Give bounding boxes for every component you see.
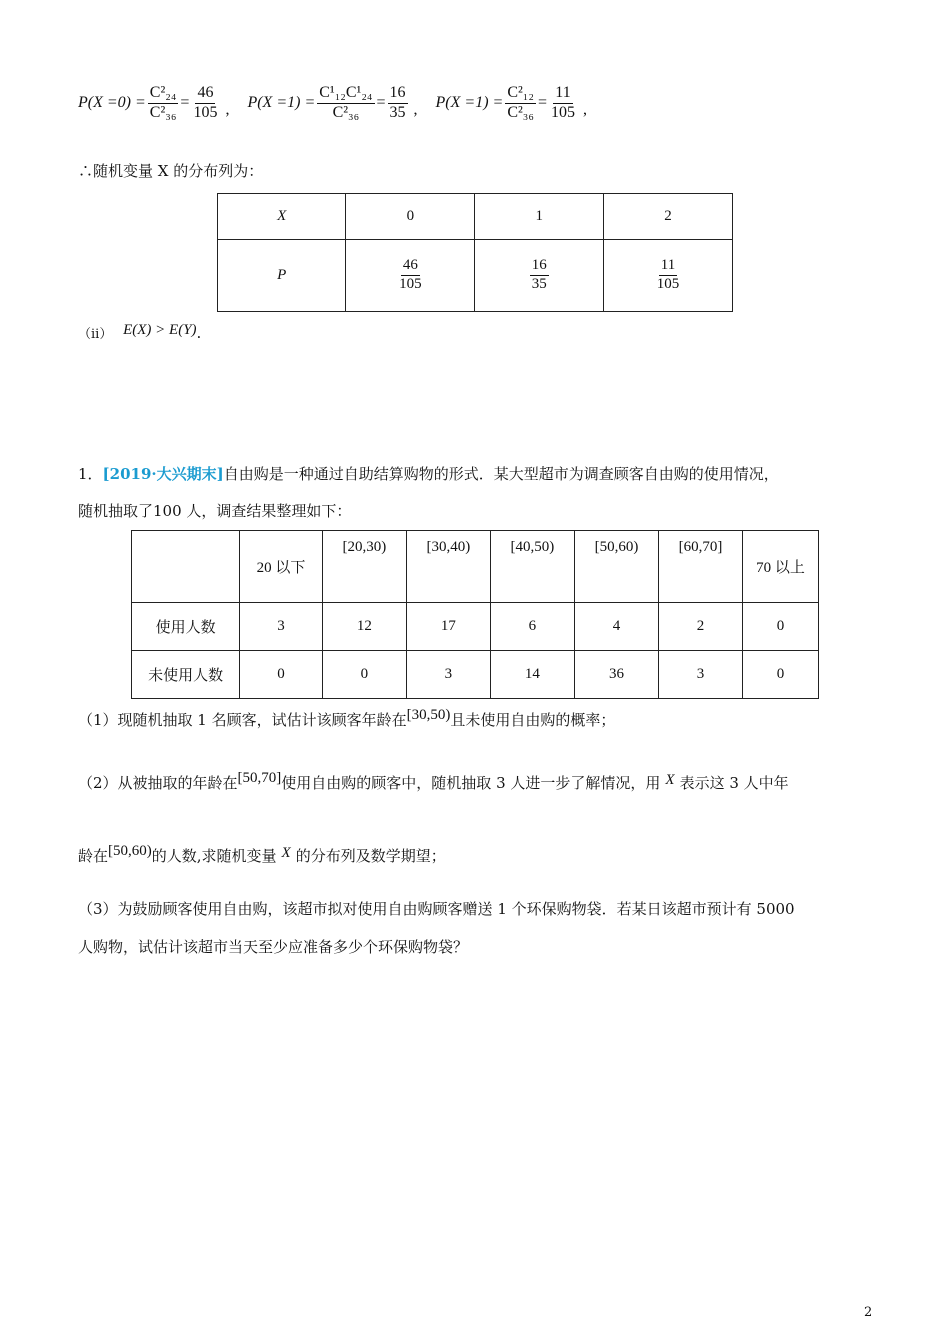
survey-cell: 3 (658, 651, 742, 699)
survey-header: 70 以上 (743, 531, 819, 603)
p0-value: $\frac{46}{105}$ (193, 83, 218, 121)
survey-header: [20,30) (322, 531, 406, 603)
p2-value: $\frac{11}{105}$ (550, 83, 575, 121)
p0-lhs: P(X =0) = (78, 94, 146, 111)
survey-header: 20 以下 (240, 531, 323, 603)
survey-cell: 17 (406, 603, 490, 651)
survey-cell: 未使用人数 (132, 651, 240, 699)
survey-cell: 使用人数 (132, 603, 240, 651)
survey-cell: 3 (240, 603, 323, 651)
dist-cell: $\frac{46}{105}$ (346, 240, 475, 312)
dist-cell: P (218, 240, 346, 312)
survey-header: [40,50) (490, 531, 574, 603)
dist-cell: 2 (604, 194, 733, 240)
survey-cell: 0 (322, 651, 406, 699)
survey-cell: 2 (658, 603, 742, 651)
p2-comb-frac: $\frac{\text{C²₁₂}}{\text{C²₃₆}}$ (507, 83, 534, 121)
page-number: 2 (864, 1305, 873, 1320)
dist-cell: X (218, 194, 346, 240)
survey-header: [60,70] (658, 531, 742, 603)
distribution-intro: ∴随机变量 X 的分布列为： (78, 162, 264, 180)
survey-table (131, 530, 819, 699)
question-2-line-1: （2）从被抽取的年龄在[50,70]使用自由购的顾客中，随机抽取 3 人进一步了解情况，用 X 表示这 3 人中年 (78, 770, 789, 792)
p1-comb-frac: $\frac{\text{C¹₁₂C¹₂₄}}{\text{C²₃₆}}$ (319, 83, 373, 121)
dist-cell: $\frac{16}{35}$ (475, 240, 604, 312)
formula-line: P(X =0) = $\frac{\text{C²₂₄}}{\text{C²₃₆}}$ = $\frac{46}{105}$ , P(X =1) = $\frac{\text{C¹₁₂C¹₂₄}}{\text{C²₃₆}}$ = $\frac{16}{35}$ , P(X =1) = $\frac{\text{C²₁₂}}{\text{C²₃₆}}$ = $\frac{11}{105}$ , (78, 83, 587, 121)
question-1: （1）现随机抽取 1 名顾客，试估计该顾客年龄在[30,50)且未使用自由购的概率； (78, 707, 616, 729)
question-2-line-2: 龄在[50,60)的人数,求随机变量 X 的分布列及数学期望； (78, 843, 446, 865)
survey-cell: 4 (574, 603, 658, 651)
survey-cell: 14 (490, 651, 574, 699)
distribution-table (217, 193, 733, 312)
survey-cell: 6 (490, 603, 574, 651)
survey-cell: 0 (240, 651, 323, 699)
survey-header: [30,40) (406, 531, 490, 603)
survey-cell: 36 (574, 651, 658, 699)
problem-line-2: 随机抽取了100 人，调查结果整理如下： (78, 502, 352, 520)
survey-cell: 0 (743, 603, 819, 651)
question-3-line-1: （3）为鼓励顾客使用自由购，该超市拟对使用自由购顾客赠送 1 个环保购物袋．若某日该超市预计有 5000 (78, 900, 795, 918)
p1-lhs: P(X =1) = (247, 94, 316, 111)
survey-header (132, 531, 240, 603)
dist-cell: 0 (346, 194, 475, 240)
dist-cell: 1 (475, 194, 604, 240)
dist-cell: $\frac{11}{105}$ (604, 240, 733, 312)
question-3-line-2: 人购物，试估计该超市当天至少应准备多少个环保购物袋？ (78, 938, 469, 956)
survey-cell: 0 (743, 651, 819, 699)
p1-value: $\frac{16}{35}$ (389, 83, 406, 121)
part-ii: （ii） E(X) > E(Y). (78, 322, 202, 342)
survey-cell: 12 (322, 603, 406, 651)
p2-lhs: P(X =1) = (435, 94, 504, 111)
problem-line-1: 1．[2019·大兴期末]自由购是一种通过自助结算购物的形式．某大型超市为调查顾客自由购的使用情况， (78, 465, 779, 483)
source-tag: [2019·大兴期末] (102, 465, 224, 483)
survey-header: [50,60) (574, 531, 658, 603)
p0-comb-frac: $\frac{\text{C²₂₄}}{\text{C²₃₆}}$ (149, 83, 177, 121)
survey-cell: 3 (406, 651, 490, 699)
